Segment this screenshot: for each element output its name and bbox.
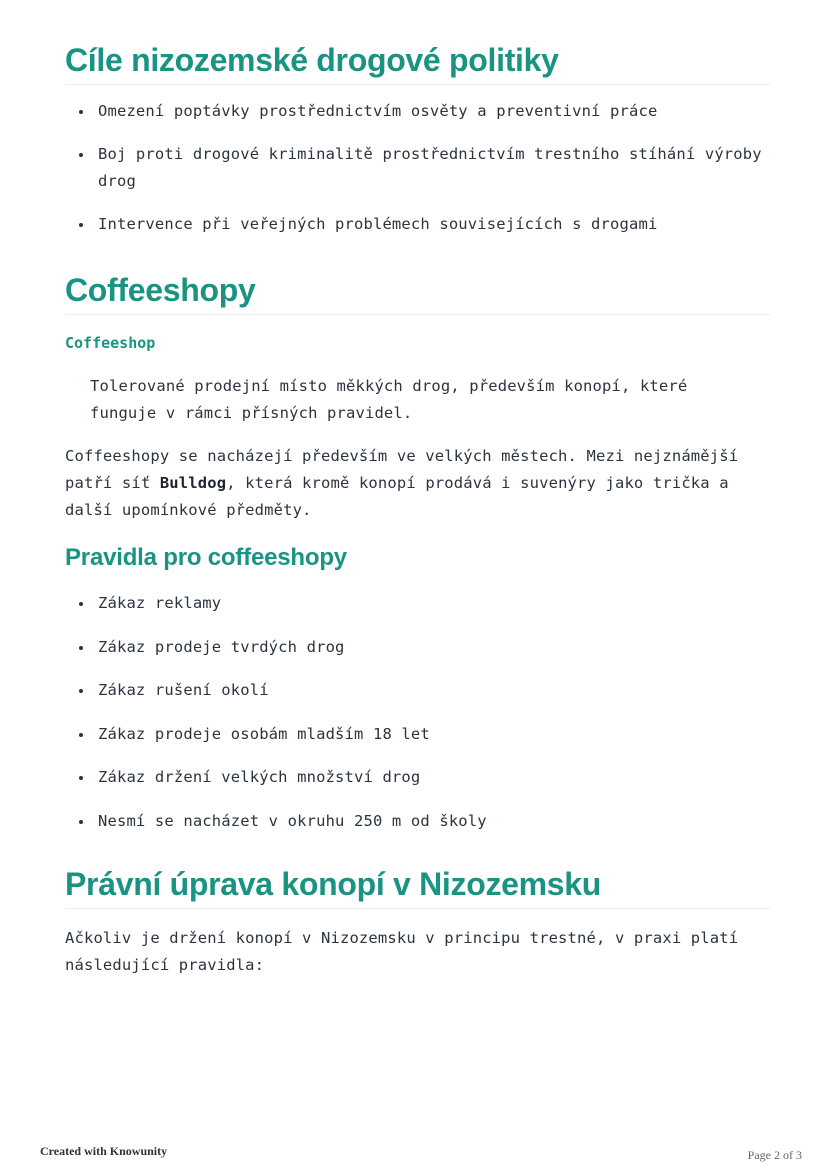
heading-coffeeshop-rules: Pravidla pro coffeeshopy [65, 544, 347, 571]
list-item: Nesmí se nacházet v okruhu 250 m od školy [65, 808, 765, 835]
paragraph-text: , která kromě konopí prodává i suvenýry jako trička a další upomínkové předměty. [65, 474, 729, 519]
heading-coffeeshops: Coffeeshopy [65, 270, 771, 315]
heading-cannabis-law: Právní úprava konopí v Nizozemsku [65, 864, 771, 909]
list-item: Zákaz prodeje tvrdých drog [65, 634, 765, 661]
definition-term: Coffeeshop [65, 334, 156, 352]
page-number: Page 2 of 3 [747, 1148, 802, 1162]
list-item: Boj proti drogové kriminalitě prostřednictvím trestního stíhání výroby drog [65, 141, 765, 195]
created-with-knowunity: Created with Knowunity [40, 1144, 168, 1158]
list-item: Zákaz držení velkých množství drog [65, 764, 765, 791]
list-item: Zákaz reklamy [65, 590, 765, 617]
cannabis-law-paragraph: Ačkoliv je držení konopí v Nizozemsku v principu trestné, v praxi platí následující pravidla: [65, 929, 739, 974]
list-item: Zákaz prodeje osobám mladším 18 let [65, 721, 765, 748]
coffeeshop-paragraph [65, 443, 775, 524]
rules-list [65, 590, 765, 835]
goals-list [65, 98, 765, 238]
list-item: Omezení poptávky prostřednictvím osvěty a preventivní práce [65, 98, 765, 125]
paragraph-text: Coffeeshopy se nacházejí především ve velkých městech. Mezi nejznámější patří síť [65, 447, 739, 492]
bulldog-bold: Bulldog [159, 474, 227, 492]
heading-drug-policy-goals: Cíle nizozemské drogové politiky [65, 40, 771, 85]
list-item: Intervence při veřejných problémech souvisejících s drogami [65, 211, 765, 238]
definition-text: Tolerované prodejní místo měkkých drog, především konopí, které funguje v rámci přísných pravidel. [90, 377, 688, 422]
list-item: Zákaz rušení okolí [65, 677, 765, 704]
